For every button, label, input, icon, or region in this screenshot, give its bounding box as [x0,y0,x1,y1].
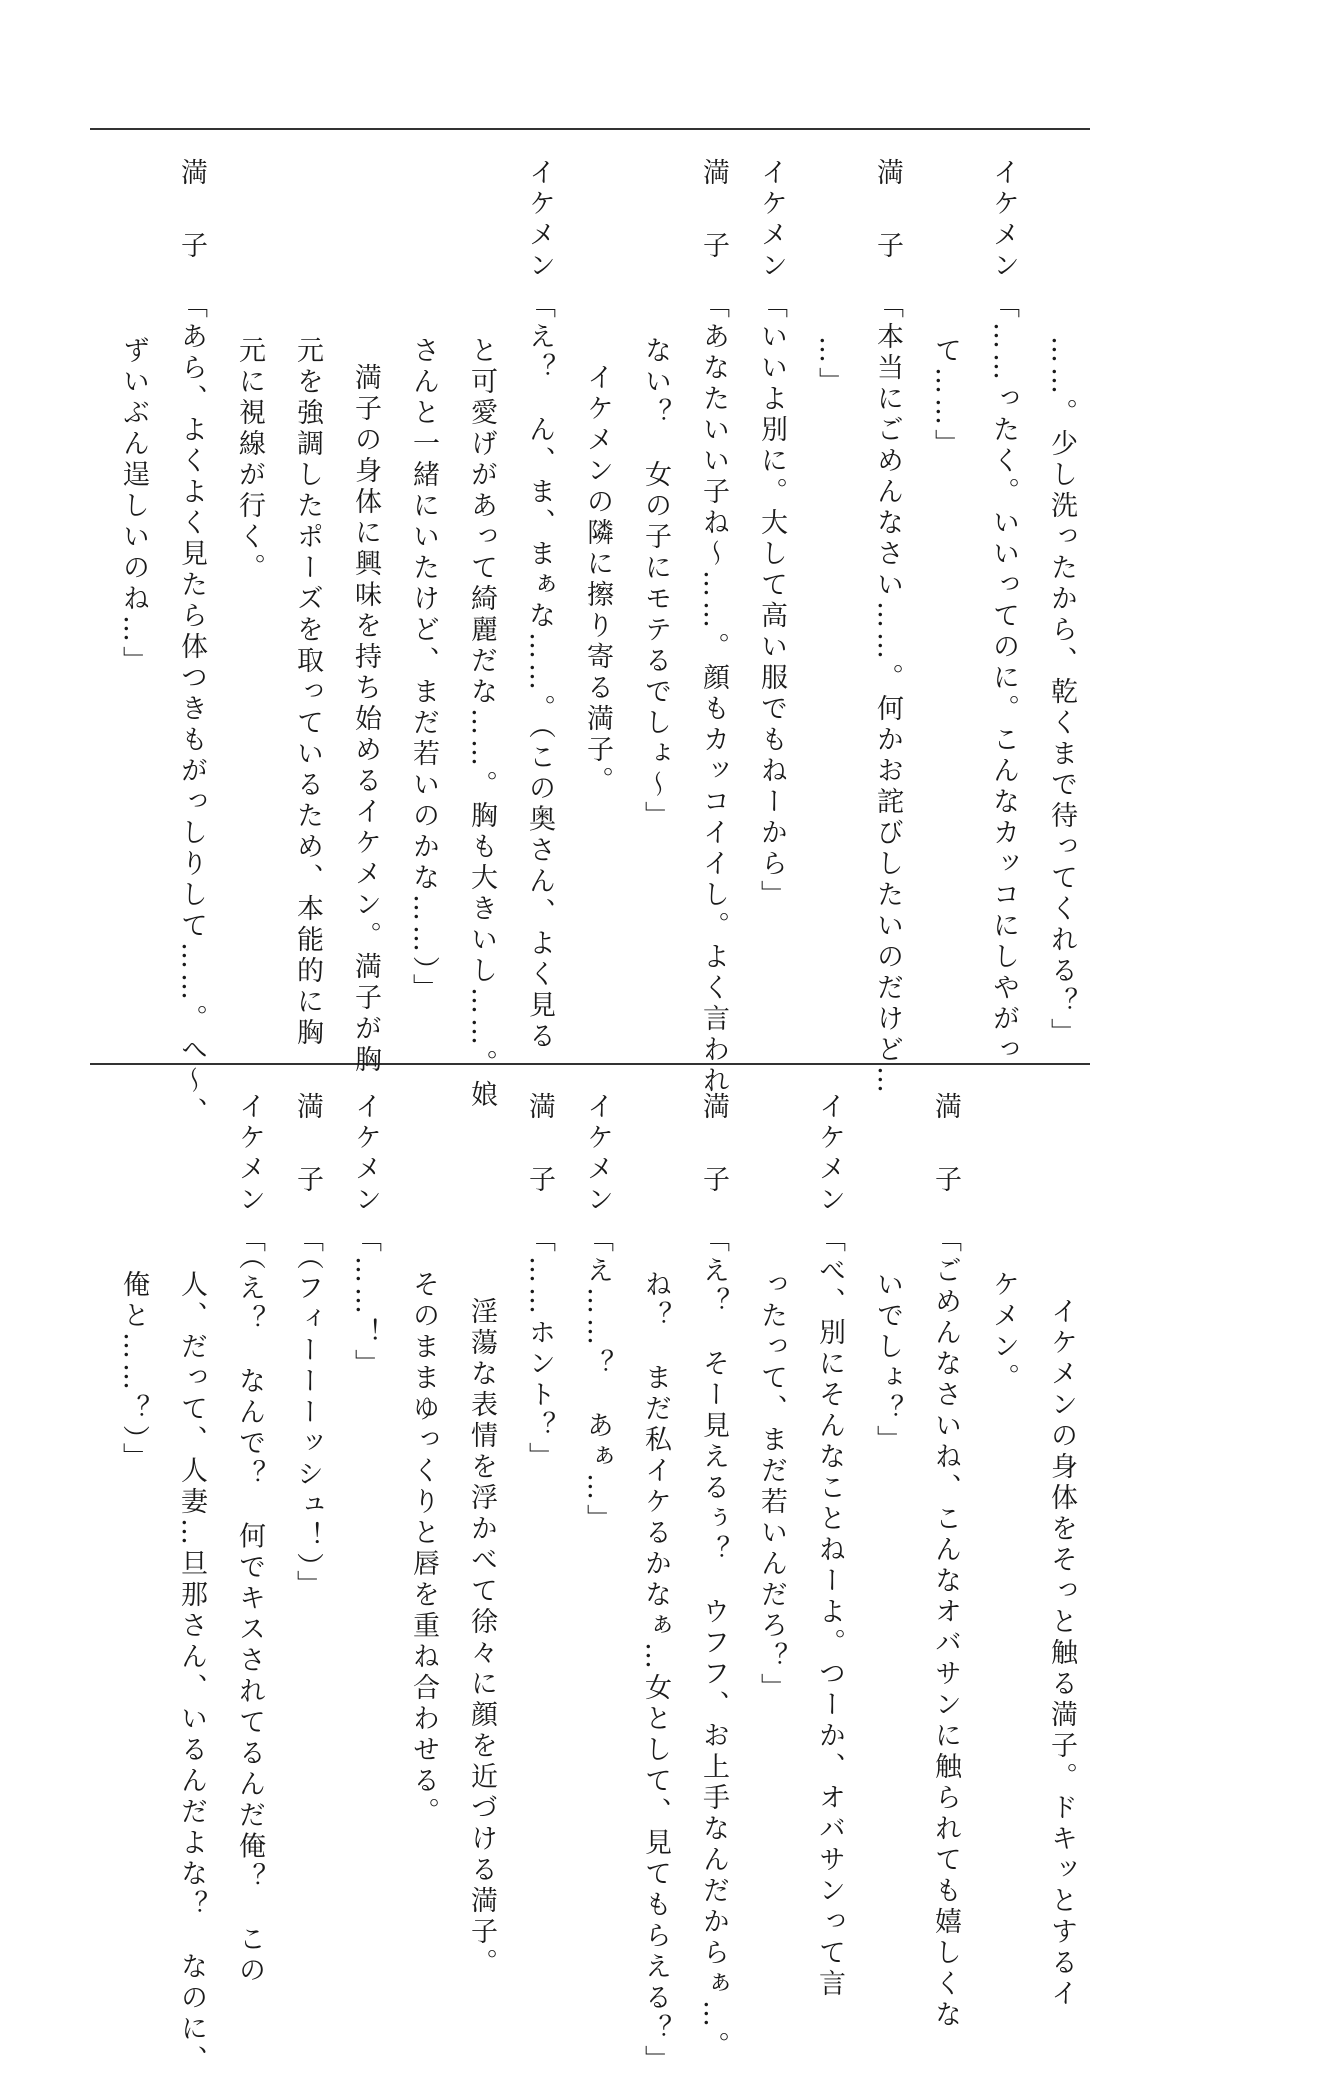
top-divider [90,128,1090,130]
text-column [336,158,394,1076]
continuation-line: 俺と……？）」 [118,1270,149,1474]
text-column [452,1092,510,1979]
continuation-line: 元に視線が行く。 [234,336,265,584]
dialogue-line: 「いいよ別に。大して高い服でもねーから」 [756,291,787,911]
continuation-line: さんと一緒にいたけど、まだ若いのかな……）」 [408,336,439,1005]
text-column [278,1092,336,1962]
speaker-name: イケメン [524,158,555,282]
dialogue-line: 「ごめんなさいね、こんなオバサンに触られても嬉しくな [930,1225,961,2031]
text-column [568,158,626,1018]
text-column [742,158,800,1018]
continuation-line: …」 [814,336,845,398]
text-column [220,1092,278,1987]
continuation-line: ね？ まだ私イケるかなぁ…女として、見てもらえる？」 [640,1270,671,2076]
text-column [278,158,336,1049]
speaker-name: 満子 [524,1092,555,1238]
text-column [336,1092,394,1962]
narration-line: 淫蕩な表情を浮かべて徐々に顔を近づける満子。 [466,1297,497,1979]
narration-line: 満子の身体に興味を持ち始めるイケメン。満子が胸 [350,363,381,1076]
continuation-line: ずいぶん逞しいのね…」 [118,336,149,677]
dialogue-line: 「あなたいい子ね～……。顔もカッコイイし。よく言われ [698,291,729,1097]
text-column [510,1092,568,1962]
text-column [684,158,742,1097]
dialogue-line: 「……ったく。いいってのに。こんなカッコにしやがっ [988,291,1019,1066]
speaker-name: イケメン [350,1092,381,1216]
continuation-line: ケメン。 [988,1270,1019,1394]
middle-divider [90,1063,1090,1065]
speaker-name: イケメン [582,1092,613,1216]
text-column [626,1092,684,2076]
dialogue-line: 「あら、よくよく見たら体つきもがっしりして……。へ～、 [176,291,207,1128]
narration-line: イケメンの隣に擦り寄る満子。 [582,363,613,797]
text-column [684,1092,742,2062]
continuation-line: 元を強調したポーズを取っているため、本能的に胸 [292,336,323,1049]
speaker-name: イケメン [988,158,1019,282]
dialogue-line: 「え？ そー見えるぅ？ ウフフ、お上手なんだからぁ…。 [698,1225,729,2062]
text-column [510,158,568,1053]
text-column [1032,1092,1090,2010]
speaker-name: イケメン [234,1092,265,1216]
text-column [394,158,452,1018]
text-column [858,158,916,1097]
speaker-name: 満子 [176,158,207,304]
speaker-name: 満子 [698,158,729,304]
text-column [974,1092,1032,1962]
dialogue-line: 「え……？ あぁ…」 [582,1225,613,1535]
text-column [800,1092,858,2000]
dialogue-line: 「……ホント？」 [524,1225,555,1473]
text-column [916,1092,974,2031]
text-column [220,158,278,1018]
speaker-name: イケメン [814,1092,845,1216]
continuation-line: ……。少し洗ったから、乾くまで待ってくれる？」 [1046,336,1077,1049]
speaker-name: 満子 [930,1092,961,1238]
continuation-line: ない？ 女の子にモテるでしょ～」 [640,336,671,832]
text-column [452,158,510,1111]
text-column [162,158,220,1128]
text-column [568,1092,626,1962]
top-text-section [104,158,1090,1128]
dialogue-line: 「（え？ なんで？ 何でキスされてるんだ俺？ この [234,1225,265,1987]
text-column [626,158,684,1018]
text-column [104,1092,162,1962]
text-column [858,1092,916,1962]
dialogue-line: 「え？ ん、ま、まぁな……。（この奥さん、よく見る [524,291,555,1053]
text-column [1032,158,1090,1049]
speaker-name: イケメン [756,158,787,282]
continuation-line: そのままゆっくりと唇を重ね合わせる。 [408,1270,439,1828]
text-column [916,158,974,1018]
speaker-name: 満子 [698,1092,729,1238]
speaker-name: 満子 [292,1092,323,1238]
text-column [104,158,162,1018]
continuation-line: いでしょ？」 [872,1270,903,1456]
dialogue-line: 「……！」 [350,1225,381,1380]
bottom-text-section [104,1092,1090,2076]
text-column [974,158,1032,1066]
continuation-line: 人、だって、人妻…旦那さん、いるんだよな？ なのに、 [176,1270,207,2076]
continuation-line: て……」 [930,336,961,460]
continuation-line: と可愛げがあって綺麗だな……。胸も大きいし……。娘 [466,336,497,1111]
continuation-line: ったって、まだ若いんだろ？」 [756,1270,787,1704]
speaker-name: 満子 [872,158,903,304]
text-column [800,158,858,1018]
dialogue-line: 「本当にごめんなさい……。何かお詫びしたいのだけど… [872,291,903,1097]
text-column [162,1092,220,2076]
dialogue-line: 「べ、別にそんなことねーよ。つーか、オバサンって言 [814,1225,845,2000]
narration-line: イケメンの身体をそっと触る満子。ドキッとするイ [1046,1297,1077,2010]
text-column [742,1092,800,1962]
dialogue-line: 「（フィーーーッシュ！）」 [292,1225,323,1601]
text-column [394,1092,452,1962]
